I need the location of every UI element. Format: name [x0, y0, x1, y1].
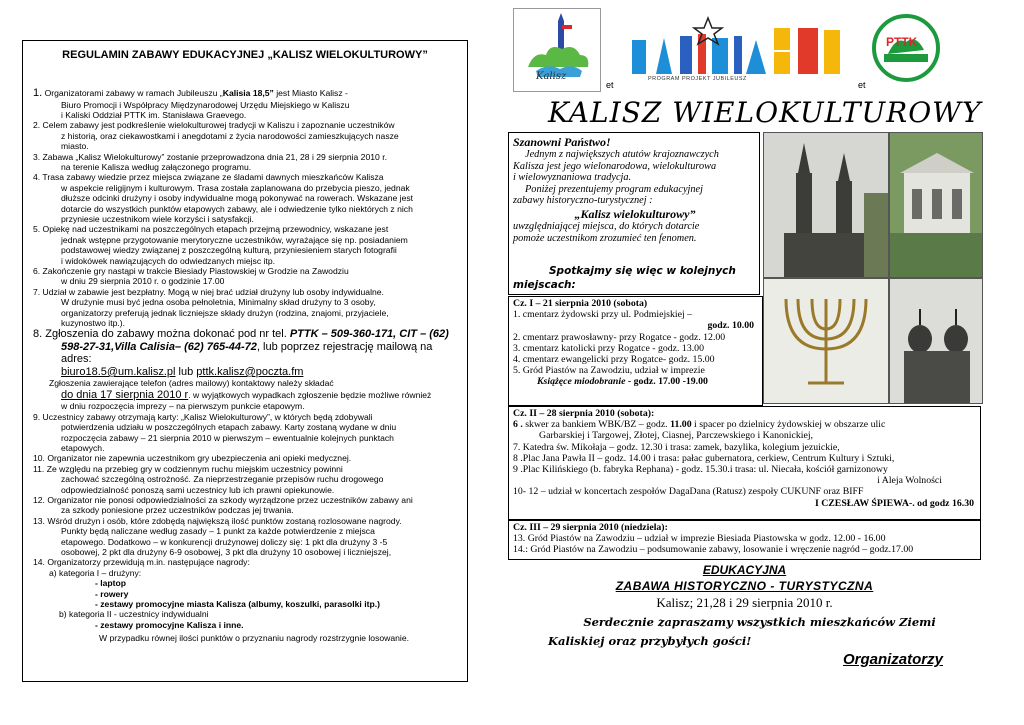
intro-greeting: Szanowni Państwo!: [513, 135, 611, 149]
kalisia-subtitle: PROGRAM PROJEKT JUBILEUSZ: [648, 76, 747, 82]
rule-8: 8. Zgłoszenia do zabawy można dokonać pod nr tel. PTTK – 509-360-171, CIT – (62): [33, 328, 449, 341]
rule-7: 7. Udział w zabawie jest bezpłatny. Mogą w niej brać udział drużyny lub osoby indywidualne.: [33, 286, 384, 297]
schedule-item: 10- 12 – udział w koncertach zespołów DagaDana (Ratusz) zespoły CUKUNF oraz BIFF: [513, 486, 864, 498]
rule-text: Punkty będą naliczane według zasady – 1 punkt za każde potwierdzenie z miejsca: [61, 526, 375, 537]
rule-text: dotarcie do wszystkich punktów etapowych zabawy, ale i odwiedzenie tylko niektórych z nich: [61, 203, 413, 214]
rule-text: 598-27-31,Villa Calisia– (62) 765-44-72, lub poprzez rejestrację mailową na adres:: [61, 340, 433, 366]
rule-text: organizatorzy preferują jednak liczniejsze składy drużyn (rodzina, znajomi, przyjaciele,: [61, 307, 389, 318]
intro-line: pomoże uczestnikom zrozumieć ten fenomen.: [513, 232, 697, 244]
schedule-item: Książęce miodobranie - godz. 17.00 -19.00: [537, 376, 708, 388]
rule-1: 1. Organizatorami zabawy w ramach Jubileuszu „Kalisia 18,5” jest Miasto Kalisz -: [33, 87, 348, 99]
rule-10: 10. Organizator nie zapewnia uczestnikom gry ubezpieczenia ani opieki medycznej.: [33, 453, 352, 464]
schedule-item: 3. cmentarz katolicki przy Rogatce - godz. 13.00: [513, 342, 704, 354]
intro-line: zabawy historyczno-turystycznej :: [513, 195, 653, 207]
onion-domes-icon: [890, 279, 982, 403]
schedule-item: 5. Gród Piastów na Zawodziu, udział w imprezie: [513, 365, 705, 377]
intro-line: uwzględniającej miejsca, do których dotarcie: [513, 220, 700, 232]
schedule-item: 8 .Plac Jana Pawła II – godz. 14.00 i trasa: pałac gubernatora, cerkiew, Centrum Kultury i Sztuki,: [513, 452, 895, 464]
mausoleum-icon: [890, 133, 982, 277]
rule-3: 3. Zabawa „Kalisz Wielokulturowy” zostanie przeprowadzona dnia 21, 28 i 29 sierpnia 2010 r.: [33, 151, 387, 162]
rule-text: Zgłoszenia zawierające telefon (adres mailowy) kontaktowy należy składać: [49, 378, 334, 389]
footer-signature: Organizatorzy: [842, 651, 943, 668]
prize-category: a) kategoria I – drużyny:: [49, 567, 142, 578]
church-photo: [763, 132, 889, 278]
mausoleum-photo: [889, 132, 983, 278]
menorah-icon: [764, 279, 888, 403]
pttk-logo: [872, 14, 940, 82]
prize-item: - zestawy promocyjne miasta Kalisza (albumy, koszulki, parasolki itp.): [95, 599, 380, 610]
rule-text: dłuższe odcinki drużyny i osoby indywidualne mogą pokonywać na rowerach. Wskazane jest: [61, 193, 414, 204]
intro-line: Jednym z największych atutów krajoznawczych: [525, 149, 719, 160]
schedule-item: 6 . skwer za bankiem WBK/BZ – godz. 11.00 i spacer po dzielnicy żydowskiej w obszarze ulic: [513, 419, 886, 431]
rule-2: 2. Celem zabawy jest podkreślenie wielokulturowej tradycji w Kaliszu i zapoznanie uczestników: [33, 120, 395, 131]
rule-text: podstawowej wiedzy związanej z poszczególną kulturą, przyniesieniem starych fotografii: [61, 245, 397, 256]
schedule-heading: Cz. II – 28 sierpnia 2010 (sobota):: [513, 408, 655, 419]
prize-item: - laptop: [95, 578, 127, 589]
intro-line: Kalisza jest jego wielonarodowa, wielokulturowa: [513, 160, 717, 172]
rule-5: 5. Opiekę nad uczestnikami na poszczególnych etapach przejmą przewodnicy, wskazane jest: [33, 224, 389, 235]
program-name: „Kalisz wielokulturowy”: [574, 206, 696, 221]
rule-text: etapowego. Dodatkowo – w konkurencji drużynowej doliczy się: 1 pkt dla drużyny 3 -5: [61, 536, 388, 547]
rule-text: za szkody poniesione przez uczestników podczas jej trwania.: [61, 505, 294, 516]
schedule-time: godz. 10.00: [707, 320, 754, 332]
schedule-item: 4. cmentarz ewangelicki przy Rogatce- godz. 15.00: [513, 354, 715, 366]
schedule-item: Garbarskiej i Targowej, Złotej, Ciasnej, Parczewskiego i Kanonickiej,: [539, 430, 814, 442]
church-towers-icon: [764, 133, 888, 277]
rule-text: z historią, oraz ciekawostkami i anegdotami z życia narodowości zamieszkujących nasze: [61, 130, 399, 141]
footer-heading: EDUKACYJNA: [702, 563, 787, 577]
pttk-label: PTTK: [886, 35, 918, 49]
schedule-item: 9 .Plac Kilińskiego (b. fabryka Rephana) - godz. 15.30.i trasa: ul. Niecała, kościół garnizonowy: [513, 464, 888, 476]
intro-box: [508, 132, 760, 295]
email-link[interactable]: biuro18.5@um.kalisz.pl: [61, 365, 176, 378]
footer-invitation: Serdecznie zapraszamy wszystkich mieszkańców Ziemi: [583, 615, 936, 629]
schedule-part-3: [508, 520, 981, 560]
kalisz-logo-label: Kalisz: [536, 71, 567, 82]
footer-invitation: Kaliskiej oraz przybyłych gości!: [548, 634, 752, 648]
rule-text: w dniu rozpoczęcia imprezy – na pierwszym punkcie etapowym.: [61, 401, 305, 412]
email-link[interactable]: pttk.kalisz@poczta.fm: [196, 365, 304, 378]
et-separator: et: [606, 80, 614, 90]
rule-14: 14. Organizatorzy przewidują m.in. następujące nagrody:: [33, 557, 250, 568]
orthodox-church-photo: [889, 278, 983, 404]
footer: [508, 562, 981, 670]
rule-text: Biuro Promocji i Współpracy Międzynarodowej Urzędu Miejskiego w Kaliszu: [61, 99, 350, 110]
menorah-photo: [763, 278, 889, 404]
schedule-heading: Cz. III – 29 sierpnia 2010 (niedziela):: [513, 522, 668, 533]
rule-text: osobowej, 2 pkt dla drużyny 6-9 osobowej, 3 pkt dla drużyny 10 osobowej i liczniejszej,: [61, 547, 392, 558]
rule-text: miasto.: [61, 141, 89, 152]
rule-11: 11. Ze względu na przebieg gry w codziennym ruchu miejskim uczestnicy powinni: [33, 463, 343, 474]
kalisia-word: [628, 10, 629, 11]
rule-text: rozpoczęcia zabawy – 21 sierpnia 2010 w pierwszym – ewentualnie kolejnych punktach: [61, 432, 394, 443]
rule-12: 12. Organizator nie ponosi odpowiedzialności za szkody wyrządzone przez uczestników zabawy ani: [33, 495, 413, 505]
rule-text: w aspekcie religijnym i kulturowym. Trasa została zaplanowana do przebycia pieszo, jednak: [61, 182, 410, 193]
schedule-item: I CZESŁAW ŚPIEWA-. od godz 16.30: [814, 497, 974, 509]
footer-heading: ZABAWA HISTORYCZNO - TURYSTYCZNA: [615, 579, 874, 593]
regulation-title: REGULAMIN ZABAWY EDUKACYJNEJ „KALISZ WIELOKULTUROWY”: [62, 49, 428, 61]
rule-text: kuzynostwo itp.).: [61, 318, 125, 329]
rule-text: jednak wstępne przygotowanie merytoryczne uczestników, wyrażające się np. posiadaniem: [61, 234, 408, 245]
rule-text: etapowych.: [61, 442, 105, 453]
intro-line: Poniżej prezentujemy program edukacyjnej: [525, 183, 703, 195]
schedule-part-1: [508, 296, 763, 406]
rule-text: potwierdzenia udziału w poszczególnych etapach zabawy. Karty zostaną wydane w dniu: [61, 422, 397, 433]
rule-4: 4. Trasa zabawy wiedzie przez miejsca związane ze śladami dawnych mieszkańców Kalisza: [33, 172, 384, 183]
rule-text: i widokówek nawiązujących do odwiedzanych miejsc itp.: [61, 255, 275, 266]
rule-13: 13. Wśród drużyn i osób, które zdobędą największą ilość punktów zostaną rozlosowane nagrody.: [33, 515, 402, 526]
rule-6: 6. Zakończenie gry nastąpi w trakcie Biesiady Piastowskiej w Grodzie na Zawodziu: [33, 266, 349, 276]
meet-heading: miejscach:: [513, 279, 576, 291]
main-title: KALISZ WIELOKULTUROWY: [548, 96, 982, 129]
rule-text: przyniesie uczestnikom wiele korzyści i satysfakcji.: [61, 213, 254, 224]
prize-category: b) kategoria II - uczestnicy indywidualni: [59, 609, 209, 620]
et-separator: et: [858, 80, 866, 90]
rule-text: zachować szczególną ostrożność. Za nieprzestrzeganie przepisów ruchu drogowego: [61, 474, 384, 485]
rule-text: biuro18.5@um.kalisz.pl lub pttk.kalisz@poczta.fm: [61, 365, 304, 378]
rule-text: W przypadku równej ilości punktów o przyznaniu nagrody rozstrzygnie losowanie.: [99, 633, 410, 644]
schedule-item: 7. Katedra św. Mikołaja – godz. 12.30 i trasa: zamek, bazylika, kolegium jezuickie,: [513, 441, 840, 453]
intro-text: [513, 149, 757, 244]
regulation-body: [33, 87, 463, 644]
prize-item: - rowery: [95, 588, 129, 599]
rule-9: 9. Uczestnicy zabawy otrzymają karty: „Kalisz Wielokulturowy”, w których będą zdobywali: [33, 411, 373, 422]
schedule-item: 1. cmentarz żydowski przy ul. Podmiejskiej –: [513, 309, 693, 321]
rule-text: W drużynie musi być jedna osoba pełnoletnia, Minimalny skład drużyny to 3 osoby,: [61, 297, 376, 308]
kalisia-jubilee-logo: [628, 10, 846, 88]
regulation-panel: [22, 40, 468, 682]
kalisz-city-logo: [513, 8, 601, 92]
rule-text: w dniu 29 sierpnia 2010 r. o godzinie 17.00: [61, 276, 225, 287]
prize-item: - zestawy promocyjne Kalisza i inne.: [95, 619, 244, 630]
schedule-item: 14.: Gród Piastów na Zawodziu – podsumowanie zabawy, losowanie i wręczenie nagród – godz.17.00: [513, 544, 914, 556]
rule-text: na terenie Kalisza według załączonego programu.: [61, 161, 252, 172]
rule-text: do dnia 17 sierpnia 2010 r. w wyjątkowych wypadkach zgłoszenie będzie możliwe również: [61, 388, 432, 401]
schedule-heading: Cz. I – 21 sierpnia 2010 (sobota): [513, 298, 648, 309]
schedule-item: 2. cmentarz prawosławny- przy Rogatce - godz. 12.00: [513, 331, 726, 343]
schedule-part-2: [508, 406, 981, 520]
schedule-item: 13. Gród Piastów na Zawodziu – udział w imprezie Biesiada Piastowska w godz. 12.00 - 16.00: [513, 533, 886, 545]
intro-line: i wielowyznaniowa tradycja.: [513, 172, 632, 184]
footer-date: Kalisz; 21,28 i 29 sierpnia 2010 r.: [656, 595, 833, 610]
schedule-item: i Aleja Wolności: [877, 475, 942, 487]
rule-text: odpowiedzialność ponoszą sami uczestnicy lub ich prawni opiekunowie.: [61, 484, 335, 495]
rule-text: i Kaliski Oddział PTTK im. Stanisława Graevego.: [61, 109, 247, 120]
photo-collage: [763, 132, 981, 402]
meet-heading: Spotkajmy się więc w kolejnych: [549, 265, 736, 277]
